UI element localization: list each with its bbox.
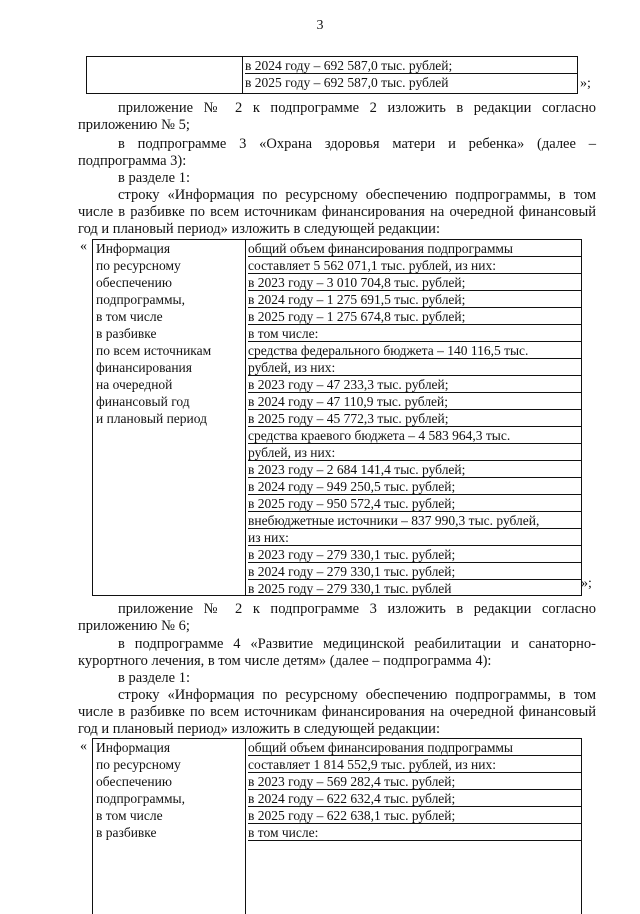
table1-label-line: в разбивке bbox=[96, 326, 157, 341]
table1-label-line: обеспечению bbox=[96, 275, 172, 290]
table2-row: в том числе: bbox=[248, 824, 581, 841]
top-table-row: в 2024 году – 692 587,0 тыс. рублей; bbox=[245, 57, 577, 74]
resource-table-2 bbox=[92, 738, 582, 914]
table1-label-line: финансирования bbox=[96, 360, 192, 375]
table1-close-mark: »; bbox=[581, 576, 592, 591]
paragraph: приложение № 2 к подпрограмме 2 изложить в редакции согласно приложению № 5; bbox=[78, 100, 596, 133]
table1-row: в 2024 году – 1 275 691,5 тыс. рублей; bbox=[248, 291, 581, 308]
table1-label-line: и плановый период bbox=[96, 411, 207, 426]
table1-row: в 2025 году – 950 572,4 тыс. рублей; bbox=[248, 495, 581, 512]
table1-row: в 2024 году – 279 330,1 тыс. рублей; bbox=[248, 563, 581, 580]
table1-row: рублей, из них: bbox=[248, 444, 581, 461]
page-number: 3 bbox=[316, 18, 324, 33]
table1-label-line: по ресурсному bbox=[96, 258, 181, 273]
table1-row: общий объем финансирования подпрограммы bbox=[248, 240, 581, 257]
top-table-left-cell bbox=[87, 57, 243, 93]
table1-row: в 2023 году – 279 330,1 тыс. рублей; bbox=[248, 546, 581, 563]
paragraph: приложение № 2 к подпрограмме 3 изложить в редакции согласно приложению № 6; bbox=[78, 601, 596, 634]
top-table-row: в 2025 году – 692 587,0 тыс. рублей bbox=[245, 75, 449, 90]
table1-row: в 2025 году – 45 772,3 тыс. рублей; bbox=[248, 410, 581, 427]
table1-label-line: на очередной bbox=[96, 377, 173, 392]
top-table bbox=[86, 56, 578, 94]
table1-open-mark: « bbox=[80, 239, 87, 254]
table1-row: в 2024 году – 949 250,5 тыс. рублей; bbox=[248, 478, 581, 495]
table2-row: в 2024 году – 622 632,4 тыс. рублей; bbox=[248, 790, 581, 807]
table1-row: средства федерального бюджета – 140 116,5 тыс. bbox=[248, 342, 581, 359]
table2-label-line: Информация bbox=[96, 740, 171, 755]
table2-label-line: по ресурсному bbox=[96, 757, 181, 772]
table1-row: в 2023 году – 2 684 141,4 тыс. рублей; bbox=[248, 461, 581, 478]
table1-row: в 2025 году – 279 330,1 тыс. рублей bbox=[248, 581, 452, 596]
table2-open-mark: « bbox=[80, 739, 87, 754]
table2-label-line: подпрограммы, bbox=[96, 791, 185, 806]
table2-label-line: в разбивке bbox=[96, 825, 157, 840]
table2-label-line: обеспечению bbox=[96, 774, 172, 789]
table1-row: в том числе: bbox=[248, 325, 581, 342]
table1-row: средства краевого бюджета – 4 583 964,3 тыс. bbox=[248, 427, 581, 444]
table1-row: внебюджетные источники – 837 990,3 тыс. рублей, bbox=[248, 512, 581, 529]
table1-row: в 2023 году – 3 010 704,8 тыс. рублей; bbox=[248, 274, 581, 291]
table2-label-line: в том числе bbox=[96, 808, 163, 823]
table1-label-line: подпрограммы, bbox=[96, 292, 185, 307]
table1-label-line: финансовый год bbox=[96, 394, 190, 409]
resource-table-1 bbox=[92, 239, 582, 596]
paragraph: в разделе 1: bbox=[118, 670, 191, 686]
paragraph: строку «Информация по ресурсному обеспечению подпрограммы, в том числе в разбивке по всем источникам финансирования на очередной финансовый год и плановый период» изложить в следующей редакции: bbox=[78, 187, 596, 237]
table2-row: в 2023 году – 569 282,4 тыс. рублей; bbox=[248, 773, 581, 790]
paragraph: строку «Информация по ресурсному обеспечению подпрограммы, в том числе в разбивке по всем источникам финансирования на очередной финансовый год и плановый период» изложить в следующей редакции: bbox=[78, 687, 596, 737]
paragraph: в подпрограмме 3 «Охрана здоровья матери и ребенка» (далее – подпрограмма 3): bbox=[78, 136, 596, 169]
table1-label-line: по всем источникам bbox=[96, 343, 212, 358]
table1-row: в 2023 году – 47 233,3 тыс. рублей; bbox=[248, 376, 581, 393]
table1-row: в 2025 году – 1 275 674,8 тыс. рублей; bbox=[248, 308, 581, 325]
table2-row: составляет 1 814 552,9 тыс. рублей, из них: bbox=[248, 756, 581, 773]
paragraph: в разделе 1: bbox=[118, 170, 191, 186]
top-table-close-mark: »; bbox=[580, 76, 591, 91]
paragraph: в подпрограмме 4 «Развитие медицинской реабилитации и санаторно-курортного лечения, в том числе детям» (далее – подпрограмма 4): bbox=[78, 636, 596, 669]
table2-row: общий объем финансирования подпрограммы bbox=[248, 739, 581, 756]
table1-row: рублей, из них: bbox=[248, 359, 581, 376]
table1-row: составляет 5 562 071,1 тыс. рублей, из них: bbox=[248, 257, 581, 274]
table2-row: в 2025 году – 622 638,1 тыс. рублей; bbox=[248, 807, 581, 824]
table1-row: в 2024 году – 47 110,9 тыс. рублей; bbox=[248, 393, 581, 410]
table1-row: из них: bbox=[248, 529, 581, 546]
table1-label-line: Информация bbox=[96, 241, 171, 256]
table1-label-line: в том числе bbox=[96, 309, 163, 324]
